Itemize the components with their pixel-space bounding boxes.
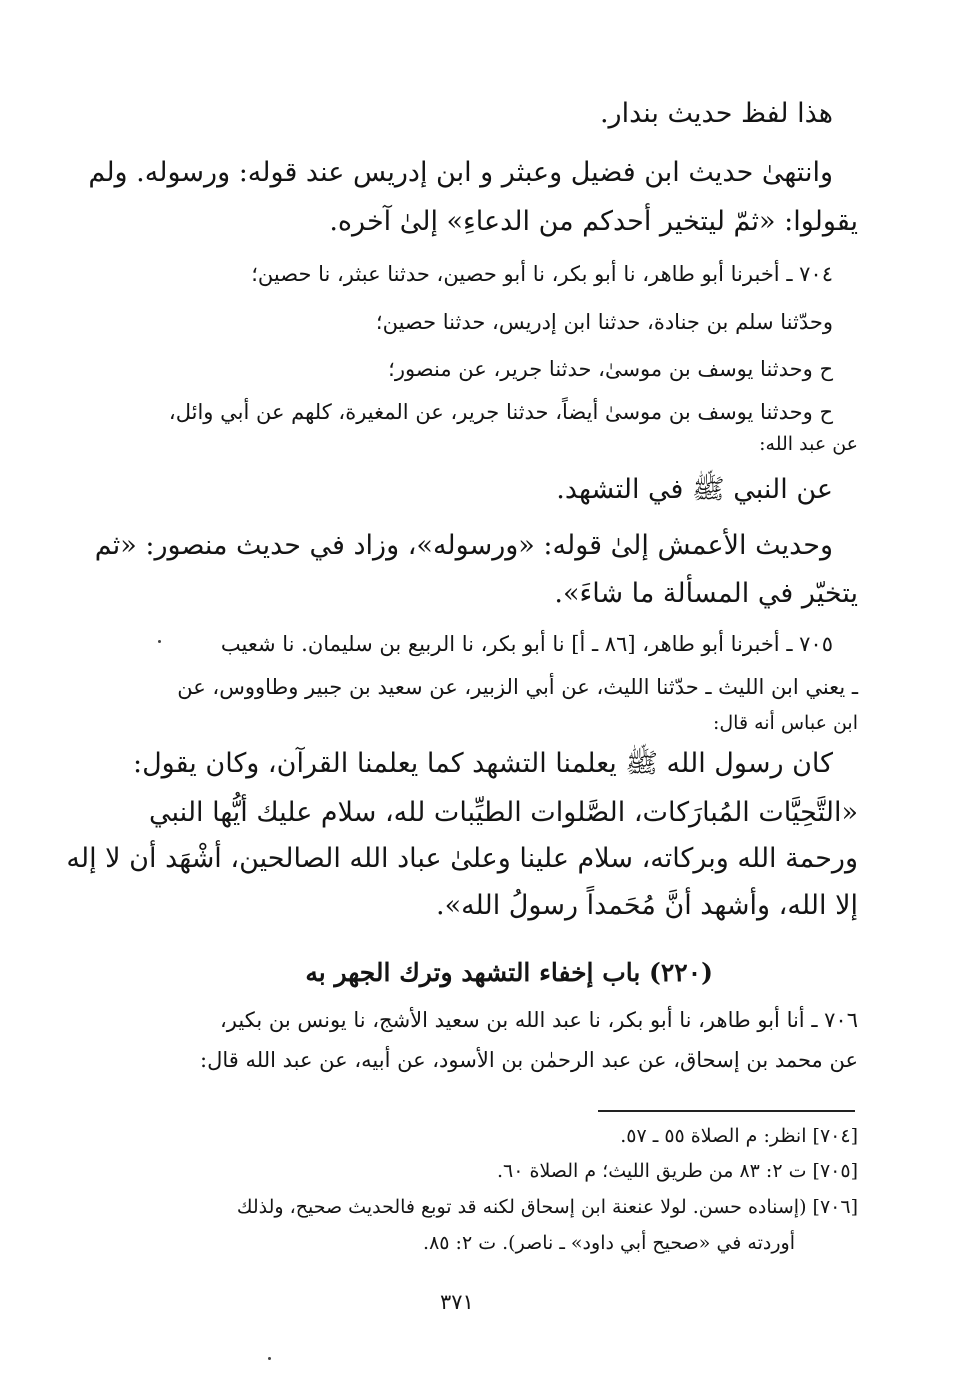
text-line: كان رسول الله ﷺ يعلمنا التشهد كما يعلمنا القرآن، وكان يقول: xyxy=(132,748,833,779)
text-line: ابن عباس أنه قال: xyxy=(712,712,858,734)
text-line: يقولوا: «ثمّ ليتخير أحدكم من الدعاءِ» إلىٰ آخره. xyxy=(329,206,858,237)
text-line: وانتهىٰ حديث ابن فضيل وعبثر و ابن إدريس عند قوله: ورسوله. ولم xyxy=(88,157,833,188)
text-line: ح وحدثنا يوسف بن موسىٰ أيضاً، حدثنا جرير، عن المغيرة، كلهم عن أبي وائل، xyxy=(168,400,833,424)
scan-speck xyxy=(268,1357,271,1360)
text-line: يتخيّر في المسألة ما شاءَ». xyxy=(554,578,858,609)
footnote: [٧٠٦] (إسناده حسن. لولا عنعنة ابن إسحاق لكنه قد توبع فالحديث صحيح، ولذلك xyxy=(236,1196,858,1218)
text-line: ٧٠٦ ـ أنا أبو طاهر، نا أبو بكر، نا عبد الله بن سعيد الأشج، نا يونس بن بكير، xyxy=(220,1008,858,1032)
text-line: ورحمة الله وبركاته، سلام علينا وعلىٰ عباد الله الصالحين، أشْهَد أن لا إله xyxy=(66,843,858,874)
text-line: ٧٠٤ ـ أخبرنا أبو طاهر، نا أبو بكر، نا أبو حصين، حدثنا عبثر، نا حصين؛ xyxy=(251,262,833,286)
text-line: ح وحدثنا يوسف بن موسىٰ، حدثنا جرير، عن منصور؛ xyxy=(388,357,833,381)
text-line: وحديث الأعمش إلىٰ قوله: «ورسوله»، وزاد في حديث منصور: «ثم xyxy=(94,530,833,561)
footnote: [٧٠٥] ت ٢: ٨٣ من طريق الليث؛ م الصلاة ٦٠. xyxy=(496,1160,858,1182)
text-line: عن النبي ﷺ في التشهد. xyxy=(556,474,833,505)
text-line: عن محمد بن إسحاق، عن عبد الرحمٰن بن الأسود، عن أبيه، عن عبد الله قال: xyxy=(200,1048,858,1072)
text-line: «التَّحِيَّات المُبارَكات، الصَّلوات الطيِّبات لله، سلام عليك أيُّها النبي xyxy=(149,797,858,828)
text-line: ـ يعني ابن الليث ـ حدّثنا الليث، عن أبي الزبير، عن سعيد بن جبير وطاووس، عن xyxy=(177,675,858,699)
footnote-separator xyxy=(598,1110,855,1112)
text-line: وحدّثنا سلم بن جنادة، حدثنا ابن إدريس، حدثنا حصين؛ xyxy=(375,310,833,334)
footnote: [٧٠٤] انظر: م الصلاة ٥٥ ـ ٥٧. xyxy=(620,1125,858,1147)
text-line: عن عبد الله: xyxy=(759,433,858,455)
scan-speck xyxy=(158,640,161,643)
text-line: هذا لفظ حديث بندار. xyxy=(599,98,833,129)
text-line: ٧٠٥ ـ أخبرنا أبو طاهر، [٨٦ ـ أ] نا أبو بكر، نا الربيع بن سليمان. نا شعيب xyxy=(220,632,833,656)
page-number: ٣٧١ xyxy=(440,1290,474,1314)
text-line: إلا الله، وأشهد أنَّ مُحَمداً رسولُ الله». xyxy=(435,890,858,921)
footnote: أوردته في «صحيح أبي داود» ـ ناصر). ت ٢: ٨٥. xyxy=(423,1232,795,1254)
section-heading: (٢٢٠) باب إخفاء التشهد وترك الجهر به xyxy=(305,958,713,987)
